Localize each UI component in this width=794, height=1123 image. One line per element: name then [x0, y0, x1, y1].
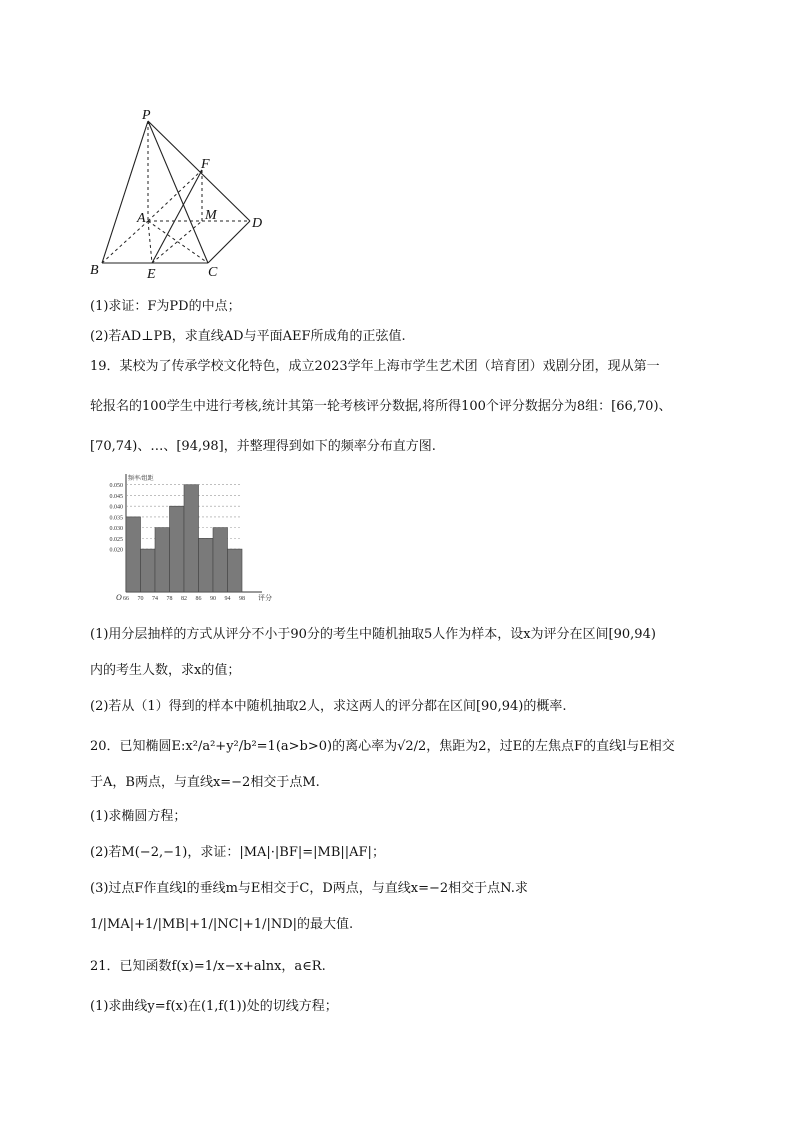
label-D: D	[252, 216, 263, 231]
y-axis-label: 频率/组距	[128, 476, 154, 482]
x-tick-label: 82	[181, 596, 187, 602]
q21-intro: 21．已知函数f(x)=1/x−x+alnx，a∈R.	[90, 959, 326, 974]
label-B: B	[90, 263, 99, 278]
histogram-bar	[170, 506, 185, 592]
origin-label: O	[116, 593, 122, 602]
x-tick-label: 70	[137, 596, 144, 602]
label-P: P	[142, 108, 151, 123]
q20-part2: (2)若M(−2,−1)，求证：|MA|·|BF|=|MB||AF|；	[90, 845, 385, 860]
histogram-bar	[184, 485, 199, 592]
label-M: M	[205, 208, 217, 223]
label-A: A	[137, 211, 146, 226]
x-tick-label: 90	[210, 596, 216, 602]
q20-intro-b: 于A，B两点，与直线x=−2相交于点M.	[90, 775, 320, 790]
frequency-histogram	[98, 470, 298, 610]
label-F: F	[201, 157, 210, 172]
q19-part1b: 内的考生人数，求x的值；	[90, 663, 241, 678]
y-tick-label: 0.050	[109, 483, 123, 490]
x-tick-label: 94	[224, 596, 231, 602]
x-axis-label: 评分	[258, 594, 272, 602]
y-tick-label: 0.020	[109, 547, 123, 554]
q19-line2: 轮报名的100学生中进行考核,统计其第一轮考核评分数据,将所得100个评分数据分为8组：[66,70)、	[90, 399, 672, 414]
q19-line1: 19．某校为了传承学校文化特色，成立2023学年上海市学生艺术团（培育团）戏剧分团，现从第一	[90, 359, 660, 374]
x-tick-label: 66	[123, 596, 129, 602]
histogram-bar	[155, 528, 170, 592]
pyramid-figure	[80, 100, 280, 285]
histogram-bar	[228, 549, 243, 592]
y-tick-label: 0.040	[109, 504, 123, 511]
x-tick-label: 98	[239, 596, 245, 602]
q18-part2: (2)若AD⊥PB，求直线AD与平面AEF所成角的正弦值.	[90, 329, 406, 344]
q20-intro-a: 20．已知椭圆E:x²/a²+y²/b²=1(a>b>0)的离心率为√2/2，焦距为2，过E的左焦点F的直线l与E相交	[90, 739, 675, 754]
x-tick-label: 78	[166, 596, 173, 602]
histogram-bar	[213, 528, 228, 592]
q20-part3a: (3)过点F作直线l的垂线m与E相交于C，D两点，与直线x=−2相交于点N.求	[90, 881, 528, 896]
q20-part3b: 1/|MA|+1/|MB|+1/|NC|+1/|ND|的最大值.	[90, 917, 354, 932]
histogram-bar	[199, 538, 214, 592]
label-C: C	[208, 265, 218, 280]
histogram-bar	[126, 517, 141, 592]
q19-part1a: (1)用分层抽样的方式从评分不小于90分的考生中随机抽取5人作为样本，设x为评分在区间[90,94)	[90, 627, 656, 642]
y-tick-label: 0.045	[109, 493, 123, 500]
y-tick-label: 0.030	[109, 526, 123, 533]
q20-part1: (1)求椭圆方程；	[90, 809, 187, 824]
y-tick-label: 0.025	[109, 536, 123, 543]
q21-part1: (1)求曲线y=f(x)在(1,f(1))处的切线方程；	[90, 999, 338, 1014]
histogram-bar	[141, 549, 156, 592]
x-tick-label: 86	[195, 596, 202, 602]
q19-part2: (2)若从（1）得到的样本中随机抽取2人，求这两人的评分都在区间[90,94)的概率.	[90, 699, 567, 714]
y-tick-label: 0.035	[109, 515, 123, 522]
label-E: E	[147, 267, 156, 282]
x-tick-label: 74	[152, 596, 158, 602]
q18-part1: (1)求证：F为PD的中点；	[90, 299, 241, 314]
q19-line3: [70,74)、…、[94,98]，并整理得到如下的频率分布直方图.	[90, 439, 436, 454]
